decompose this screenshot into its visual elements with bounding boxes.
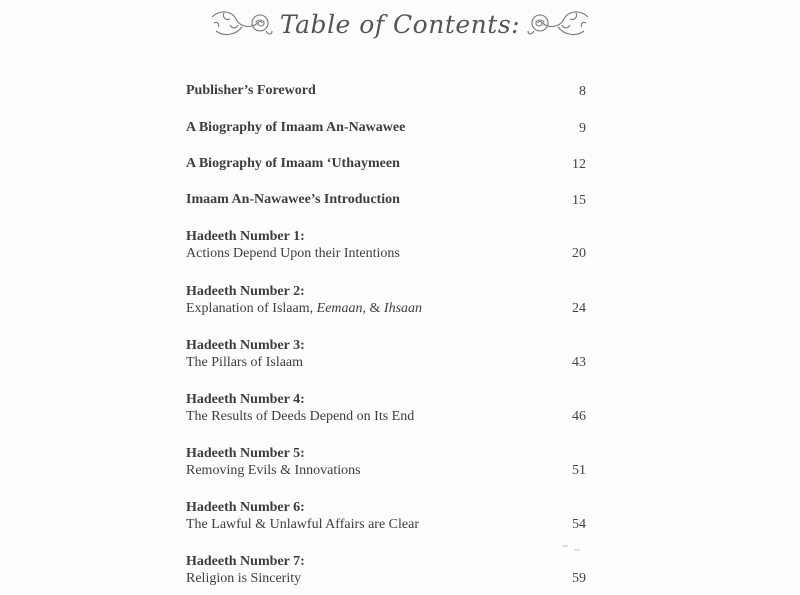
toc-entry-hadeeth-1[interactable]: [186, 228, 606, 263]
hadeeth-number-heading: Hadeeth Number 4:: [186, 392, 305, 407]
toc-header: [0, 4, 800, 44]
toc-entry-title: Imaam An-Nawawee’s Introduction: [186, 192, 400, 207]
hadeeth-subtitle: [186, 300, 606, 318]
hadeeth-number-heading: Hadeeth Number 5:: [186, 446, 305, 461]
hadeeth-subtitle: Religion is Sincerity: [186, 571, 302, 586]
hadeeth-subtitle: Actions Depend Upon their Intentions: [186, 246, 400, 261]
toc-page-number: 59: [572, 571, 586, 586]
hadeeth-subtitle: The Results of Deeds Depend on Its End: [186, 409, 415, 424]
toc-entry-hadeeth-6[interactable]: [186, 499, 606, 534]
right-rose-ornament-icon: [526, 7, 590, 41]
toc-page-number: 46: [572, 409, 586, 424]
scan-smudge: [574, 549, 580, 551]
left-rose-ornament-icon: [210, 7, 274, 41]
toc-page-number: 15: [572, 193, 586, 208]
toc-entry-hadeeth-3[interactable]: [186, 337, 606, 372]
subtitle-italic-text: Eemaan: [316, 301, 363, 316]
toc-page-number: 43: [572, 355, 586, 370]
toc-entry[interactable]: [186, 191, 606, 208]
page-title: Table of Contents:: [279, 9, 521, 39]
hadeeth-number-heading: Hadeeth Number 7:: [186, 554, 305, 569]
hadeeth-number-heading: Hadeeth Number 1:: [186, 229, 305, 244]
toc-entry-hadeeth-7[interactable]: [186, 553, 606, 588]
hadeeth-number-heading: Hadeeth Number 2:: [186, 284, 305, 299]
subtitle-text: Explanation of Islaam,: [186, 301, 317, 316]
toc-entry-hadeeth-5[interactable]: [186, 445, 606, 480]
hadeeth-number-heading: Hadeeth Number 6:: [186, 500, 305, 515]
toc-page-number: 51: [572, 463, 586, 478]
toc-page-number: 20: [572, 246, 586, 261]
scan-smudge: [562, 545, 568, 547]
toc-entry[interactable]: [186, 82, 606, 99]
toc-entry-title: A Biography of Imaam ‘Uthaymeen: [186, 156, 400, 171]
hadeeth-subtitle: The Lawful & Unlawful Affairs are Clear: [186, 517, 419, 532]
hadeeth-subtitle: The Pillars of Islaam: [186, 355, 304, 370]
toc-page-number: 24: [572, 301, 586, 316]
toc-entry[interactable]: [186, 155, 606, 172]
subtitle-italic-text: Ihsaan: [383, 301, 423, 316]
toc-page-number: 8: [579, 84, 586, 99]
hadeeth-number-heading: Hadeeth Number 3:: [186, 338, 305, 353]
toc-entry[interactable]: [186, 119, 606, 136]
toc-page-number: 54: [572, 517, 586, 532]
toc-page-number: 12: [572, 157, 586, 172]
toc-page-number: 9: [579, 121, 586, 136]
toc-entry-title: Publisher’s Foreword: [186, 83, 316, 98]
subtitle-text: , &: [362, 301, 384, 316]
toc-entry-hadeeth-4[interactable]: [186, 391, 606, 426]
hadeeth-subtitle: Removing Evils & Innovations: [186, 463, 361, 478]
toc-entry-hadeeth-2[interactable]: [186, 283, 606, 318]
toc-entry-title: A Biography of Imaam An-Nawawee: [186, 120, 406, 135]
